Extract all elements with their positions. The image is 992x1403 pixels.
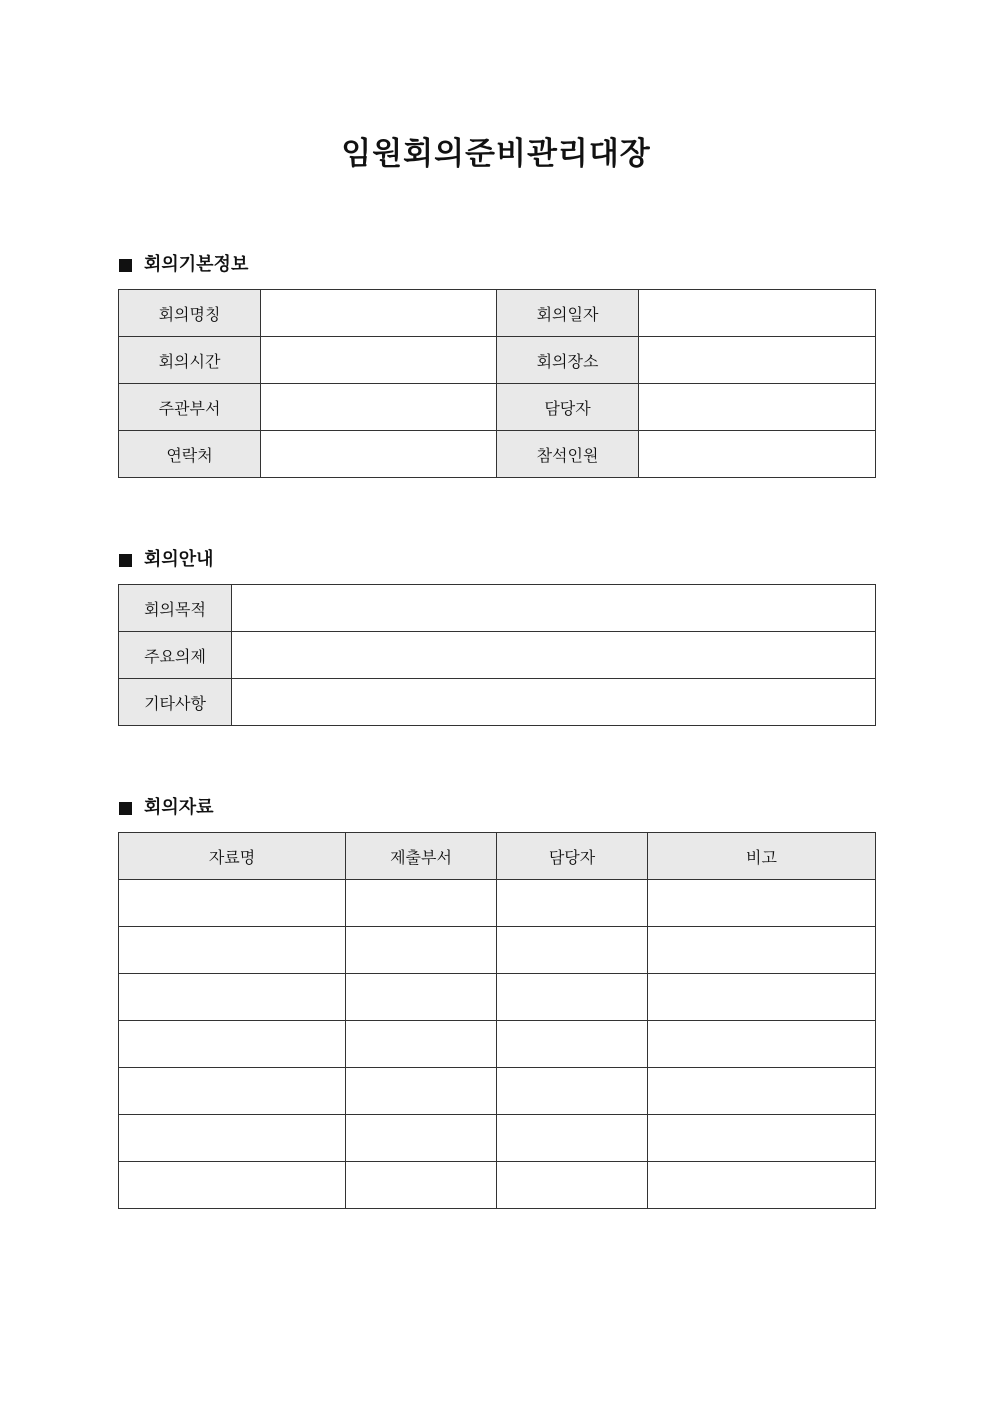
meeting-time-field[interactable] [261,337,497,384]
table-row [119,974,876,1021]
table-row [119,1115,876,1162]
material-name-cell[interactable] [119,1115,346,1162]
field-label-host-department: 주관부서 [119,384,261,431]
material-name-cell[interactable] [119,1068,346,1115]
table-row [119,927,876,974]
contact-field[interactable] [261,431,497,478]
field-label-purpose: 회의목적 [119,585,232,632]
table-row [119,585,876,632]
guide-table [118,584,876,726]
section-heading-basic-info [119,253,248,277]
material-name-cell[interactable] [119,1021,346,1068]
table-row [119,1021,876,1068]
table-row [119,679,876,726]
person-in-charge-cell[interactable] [497,1021,648,1068]
square-bullet-icon [119,802,132,815]
material-name-cell[interactable] [119,927,346,974]
material-name-cell[interactable] [119,880,346,927]
meeting-date-field[interactable] [639,290,876,337]
submitting-department-cell[interactable] [346,1068,497,1115]
meeting-place-field[interactable] [639,337,876,384]
other-notes-field[interactable] [232,679,876,726]
table-row [119,880,876,927]
remarks-cell[interactable] [648,1115,876,1162]
table-row [119,1162,876,1209]
table-row [119,431,876,478]
purpose-field[interactable] [232,585,876,632]
submitting-department-cell[interactable] [346,1021,497,1068]
person-in-charge-field[interactable] [639,384,876,431]
field-label-main-agenda: 주요의제 [119,632,232,679]
square-bullet-icon [119,259,132,272]
column-header-material-name: 자료명 [119,833,346,880]
field-label-attendees: 참석인원 [497,431,639,478]
submitting-department-cell[interactable] [346,880,497,927]
section-heading-guide [119,548,214,572]
host-department-field[interactable] [261,384,497,431]
material-name-cell[interactable] [119,974,346,1021]
field-label-other-notes: 기타사항 [119,679,232,726]
meeting-name-field[interactable] [261,290,497,337]
remarks-cell[interactable] [648,1068,876,1115]
field-label-contact: 연락처 [119,431,261,478]
basic-info-table [118,289,876,478]
submitting-department-cell[interactable] [346,927,497,974]
submitting-department-cell[interactable] [346,974,497,1021]
field-label-person-in-charge: 담당자 [497,384,639,431]
table-row [119,384,876,431]
table-row [119,290,876,337]
remarks-cell[interactable] [648,880,876,927]
field-label-meeting-date: 회의일자 [497,290,639,337]
submitting-department-cell[interactable] [346,1115,497,1162]
column-header-person-in-charge: 담당자 [497,833,648,880]
column-header-submitting-department: 제출부서 [346,833,497,880]
section-heading-label: 회의기본정보 [144,254,249,275]
person-in-charge-cell[interactable] [497,974,648,1021]
material-name-cell[interactable] [119,1162,346,1209]
section-heading-materials [119,796,214,820]
main-agenda-field[interactable] [232,632,876,679]
materials-table [118,832,876,1209]
table-row [119,1068,876,1115]
attendees-field[interactable] [639,431,876,478]
remarks-cell[interactable] [648,974,876,1021]
table-header-row [119,833,876,880]
person-in-charge-cell[interactable] [497,1115,648,1162]
section-heading-label: 회의안내 [144,549,214,570]
field-label-meeting-name: 회의명칭 [119,290,261,337]
person-in-charge-cell[interactable] [497,1068,648,1115]
person-in-charge-cell[interactable] [497,1162,648,1209]
person-in-charge-cell[interactable] [497,927,648,974]
column-header-remarks: 비고 [648,833,876,880]
field-label-meeting-place: 회의장소 [497,337,639,384]
remarks-cell[interactable] [648,1162,876,1209]
page-title: 임원회의준비관리대장 [341,136,651,172]
field-label-meeting-time: 회의시간 [119,337,261,384]
section-heading-label: 회의자료 [144,797,214,818]
person-in-charge-cell[interactable] [497,880,648,927]
square-bullet-icon [119,554,132,567]
table-row [119,337,876,384]
remarks-cell[interactable] [648,1021,876,1068]
remarks-cell[interactable] [648,927,876,974]
table-row [119,632,876,679]
submitting-department-cell[interactable] [346,1162,497,1209]
